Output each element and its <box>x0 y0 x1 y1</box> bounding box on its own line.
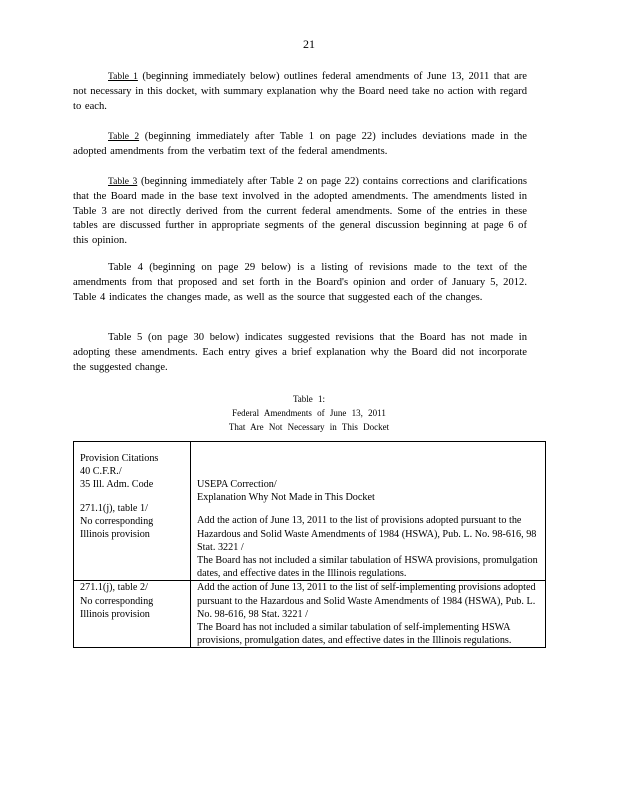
column-header: 40 C.F.R./ <box>80 466 122 478</box>
page-number: 21 <box>303 37 315 51</box>
paragraph-text: Table 4 (beginning on page 29 below) is a listing of revisions made to the text of the amendments from that proposed and set forth in the Board's opinion and order of January 5, 2012. Table 4 indicates the changes made, as well as the source that suggested each of the changes. <box>73 262 527 303</box>
table-row <box>74 581 546 648</box>
table-row <box>74 442 546 581</box>
table-caption-line: That Are Not Necessary in This Docket <box>228 422 390 432</box>
provision-citation: No corresponding <box>80 595 154 607</box>
provision-citation: Illinois provision <box>80 529 150 541</box>
paragraph-table-5 <box>73 331 527 375</box>
column-header: Explanation Why Not Made in This Docket <box>197 492 375 504</box>
table-3-label: Table 3 <box>108 177 138 187</box>
paragraph-text: (beginning immediately after Table 1 on page 22) includes deviations made in the adopted amendments from the verbatim text of the federal amendments. <box>73 131 527 157</box>
table-cell <box>74 581 191 648</box>
explanation-text: Add the action of June 13, 2011 to the list of self-implementing provisions adopted pursuant to the Hazardous and Solid Waste Amendments of 1984 (HSWA), Pub. L. No. 98-616, 98 Stat. 3221 / <box>197 582 536 620</box>
explanation-text: The Board has not included a similar tabulation of HSWA provisions, promulgation dates, and effective dates in the Illinois regulations. <box>197 555 538 580</box>
table-caption-line: Federal Amendments of June 13, 2011 <box>232 408 386 418</box>
paragraph-table-1 <box>73 70 527 114</box>
table-cell <box>74 442 191 581</box>
paragraph-table-2 <box>73 130 527 160</box>
provision-citation: 271.1(j), table 1/ <box>80 502 148 514</box>
column-header: 35 Ill. Adm. Code <box>80 479 154 491</box>
paragraph-table-4 <box>73 261 527 305</box>
table-caption <box>0 392 618 434</box>
provision-citation: 271.1(j), table 2/ <box>80 582 148 594</box>
provision-citation: Illinois provision <box>80 608 150 620</box>
paragraph-text: (beginning immediately below) outlines federal amendments of June 13, 2011 that are not necessary in this docket, with summary explanation why the Board need take no action with regard to each. <box>73 71 528 112</box>
provisions-table <box>73 441 546 648</box>
explanation-text: The Board has not included a similar tabulation of self-implementing HSWA provisions, promulgation dates, and effective dates in the Illinois regulations. <box>197 622 512 647</box>
table-2-label: Table 2 <box>108 132 140 142</box>
table-cell <box>191 581 546 648</box>
table-1-label: Table 1 <box>108 72 138 82</box>
paragraph-text: (beginning immediately after Table 2 on page 22) contains corrections and clarifications that the Board made in the base text involved in the adopted amendments. The amendments listed in Table 3 are not directly derived from the current federal amendments. Some of the entries in these tables are discussed further in appropriate segments of the general discussion beginning at page 6 of this opinion. <box>73 176 528 247</box>
paragraph-text: Table 5 (on page 30 below) indicates suggested revisions that the Board has not made in adopting these amendments. Each entry gives a brief explanation why the Board did not incorporate the suggested change. <box>73 332 527 373</box>
paragraph-table-3 <box>73 175 527 249</box>
column-header: Provision Citations <box>80 453 159 464</box>
table-cell <box>191 442 546 581</box>
table-caption-title: Table 1: <box>292 394 326 404</box>
column-header: USEPA Correction/ <box>197 479 277 490</box>
explanation-text: Add the action of June 13, 2011 to the list of provisions adopted pursuant to the Hazardous and Solid Waste Amendments of 1984 (HSWA), Pub. L. No. 98-616, 98 Stat. 3221 / <box>197 515 537 553</box>
provision-citation: No corresponding <box>80 515 154 527</box>
